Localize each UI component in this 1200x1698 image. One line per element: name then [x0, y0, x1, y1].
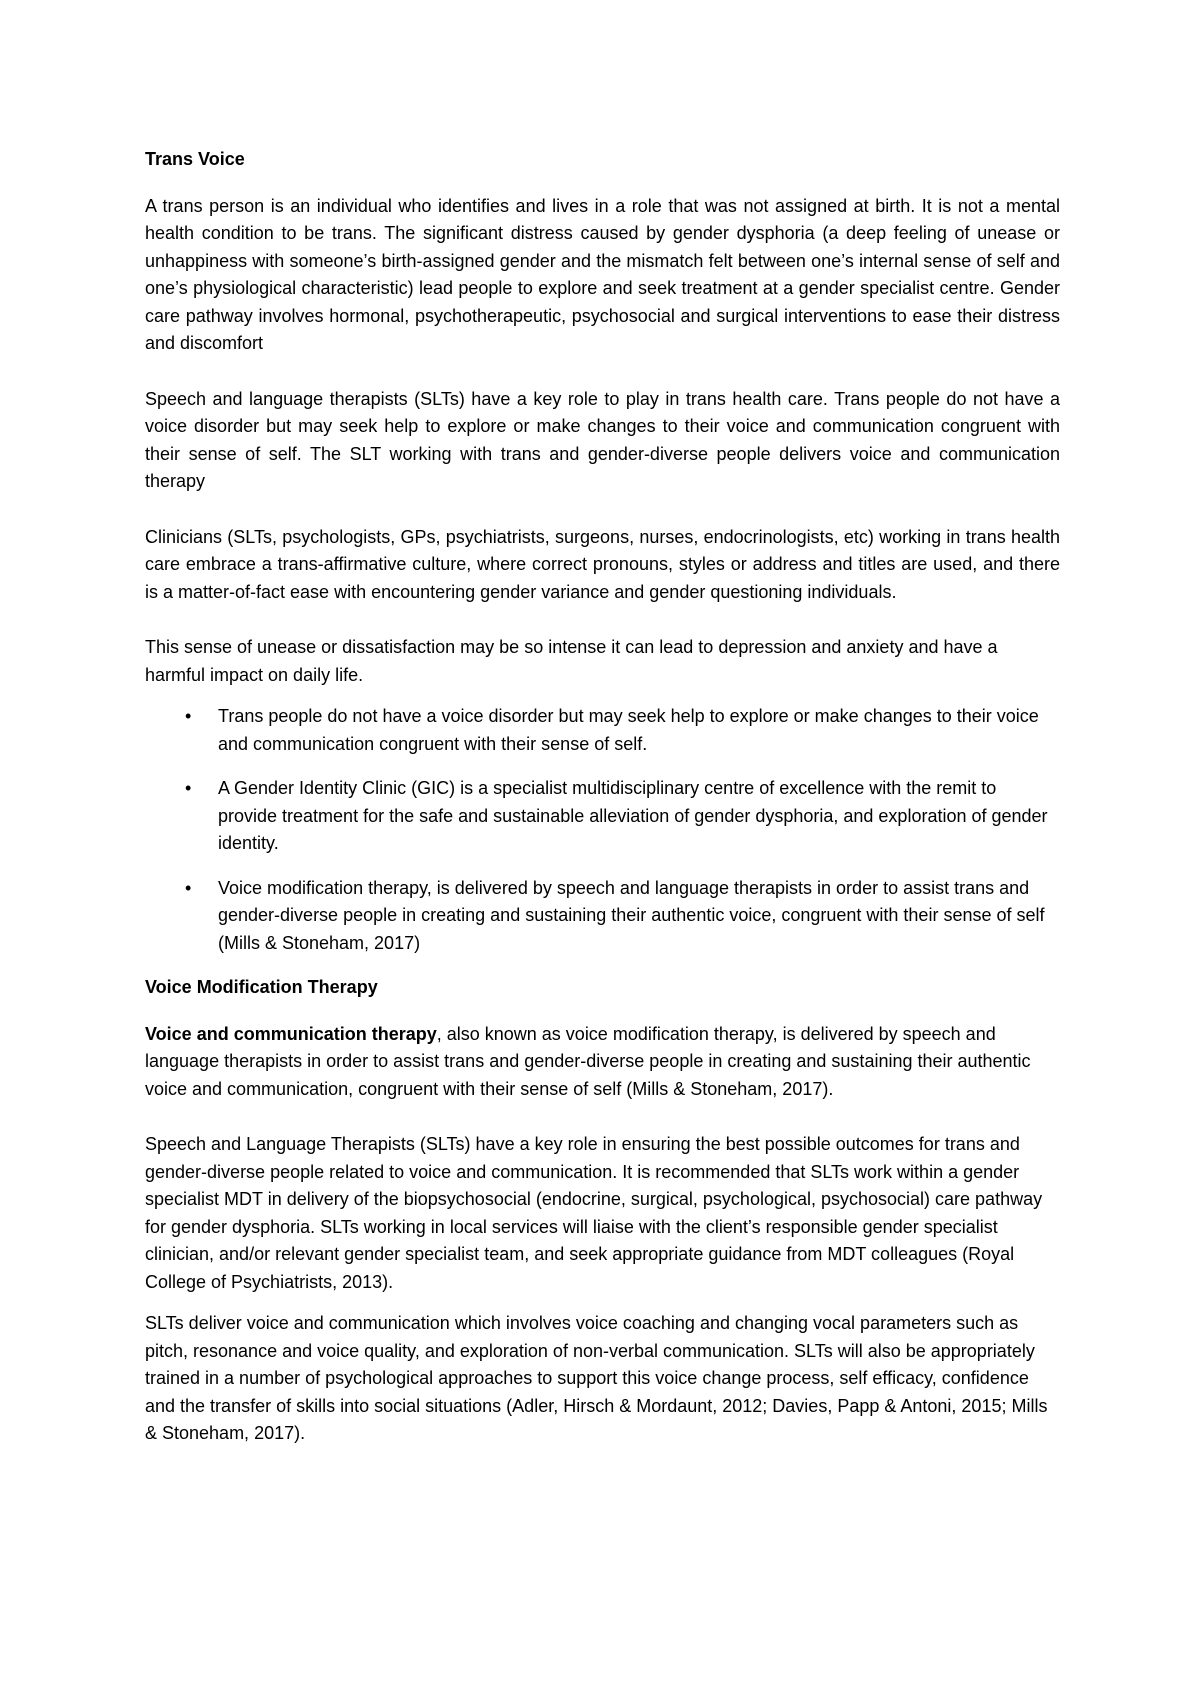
intro-paragraph-unease: This sense of unease or dissatisfaction may be so intense it can lead to depression and anxiety and have a harmful impact on daily life.	[145, 637, 998, 685]
intro-paragraph-definition: A trans person is an individual who identifies and lives in a role that was not assigned at birth. It is not a mental health condition to be trans. The significant distress caused by gender dysphoria (a deep feeling of unease or unhappiness with someone’s birth-assigned gender and the mismatch felt between one’s internal sense of self and one’s physiological characteristic) lead people to explore and seek treatment at a gender specialist centre. Gender care pathway involves hormonal, psychotherapeutic, psychosocial and surgical interventions to ease their distress and discomfort	[145, 195, 1060, 353]
bullet-icon: •	[185, 877, 192, 898]
document-page	[145, 146, 1060, 1476]
bullet-item	[145, 703, 1060, 758]
section-lead-bold-term: Voice and communication therapy	[145, 1023, 437, 1044]
intro-paragraph-clinicians: Clinicians (SLTs, psychologists, GPs, psychiatrists, surgeons, nurses, endocrinologists, etc) working in trans health care embrace a trans-affirmative culture, where correct pronouns, styles or address and titles are used, and there is a matter-of-fact ease with encountering gender variance and gender questioning individuals.	[145, 526, 1060, 602]
section-title-voice-modification: Voice Modification Therapy	[145, 977, 378, 997]
section-lead-text: , also known as voice modification therapy, is delivered by speech and language therapists in order to assist trans and gender-diverse people in creating and sustaining their authentic voice and communication, congruent with their sense of self (Mills & Stoneham, 2017).	[145, 1023, 1031, 1099]
bullet-icon: •	[185, 706, 192, 726]
intro-paragraph-slt-role: Speech and language therapists (SLTs) have a key role to play in trans health care. Trans people do not have a voice disorder but may seek help to explore or make changes to their voice and communication congruent with their sense of self. The SLT working with trans and gender-diverse people delivers voice and communication therapy	[145, 388, 1060, 491]
document-title: Trans Voice	[145, 149, 245, 169]
section-lead-paragraph	[145, 1021, 1060, 1104]
bullet-text: Voice modification therapy, is delivered by speech and language therapists in order to assist trans and gender-diverse people in creating and sustaining their authentic voice, congruent with their sense of self (Mills & Stoneham, 2017)	[218, 877, 1045, 953]
bullet-list	[145, 703, 1060, 957]
bullet-text: A Gender Identity Clinic (GIC) is a specialist multidisciplinary centre of excellence with the remit to provide treatment for the safe and sustainable alleviation of gender dysphoria, and exploration of gender identity.	[218, 778, 1048, 853]
bullet-item	[145, 875, 1060, 958]
bullet-item	[145, 775, 1060, 858]
section-paragraph-slt-outcomes: Speech and Language Therapists (SLTs) have a key role in ensuring the best possible outcomes for trans and gender-diverse people related to voice and communication. It is recommended that SLTs work within a gender specialist MDT in delivery of the biopsychosocial (endocrine, surgical, psychological, psychosocial) care pathway for gender dysphoria. SLTs working in local services will liaise with the client’s responsible gender specialist clinician, and/or relevant gender specialist team, and seek appropriate guidance from MDT colleagues (Royal College of Psychiatrists, 2013).	[145, 1134, 1043, 1292]
bullet-icon: •	[185, 778, 192, 798]
section-paragraph-slt-delivery: SLTs deliver voice and communication which involves voice coaching and changing vocal parameters such as pitch, resonance and voice quality, and exploration of non-verbal communication. SLTs will also be appropriately trained in a number of psychological approaches to support this voice change process, self efficacy, confidence and the transfer of skills into social situations (Adler, Hirsch & Mordaunt, 2012; Davies, Papp & Antoni, 2015; Mills & Stoneham, 2017).	[145, 1313, 1048, 1443]
bullet-text: Trans people do not have a voice disorder but may seek help to explore or make changes to their voice and communication congruent with their sense of self.	[218, 706, 1039, 754]
